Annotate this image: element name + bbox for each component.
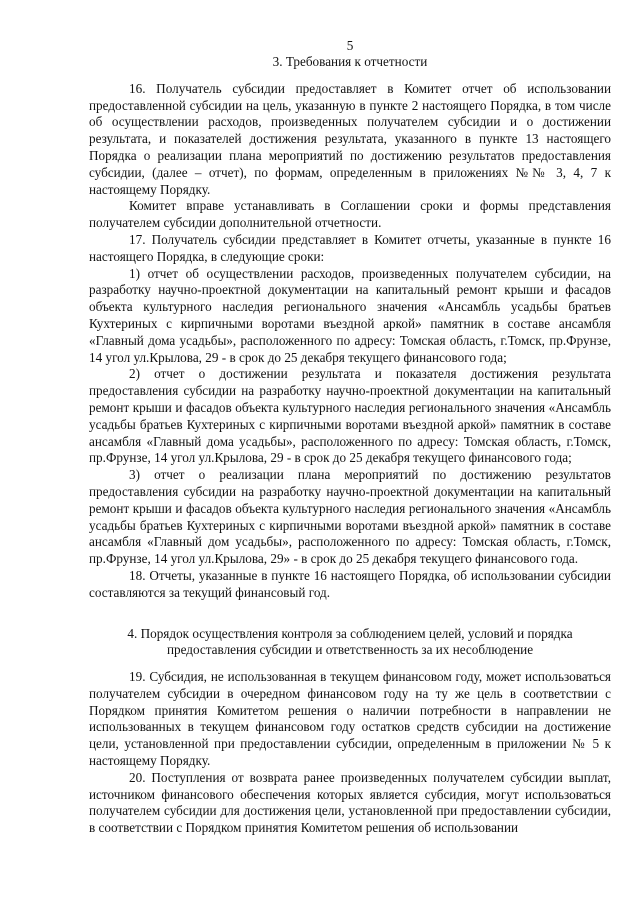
paragraph-18: 18. Отчеты, указанные в пункте 16 настоящего Порядка, об использовании субсидии составляются за текущий финансовый год. <box>89 567 611 600</box>
section-4-heading-line-1: 4. Порядок осуществления контроля за соблюдением целей, условий и порядка <box>127 625 573 641</box>
paragraph-17-item-2: 2) отчет о достижении результата и показателя достижения результата предоставления субсидии на разработку научно-проектной документации на капитальный ремонт крыши и фасадов объекта культурного наследия регионального значения «Ансамбль усадьбы братьев Кухтериных с кирпичными воротами въездной аркой» памятник в составе ансамбля «Главный дома усадьбы», расположенного по адресу: Томская область, г.Томск, пр.Фрунзе, 14 угол ул.Крылова, 29 - в срок до 25 декабря текущего финансового года; <box>89 366 611 466</box>
page-number: 5 <box>346 38 354 53</box>
paragraph-17: 17. Получатель субсидии представляет в Комитет отчеты, указанные в пункте 16 настоящего Порядка, в следующие сроки: <box>89 231 611 264</box>
section-4-heading <box>89 626 611 660</box>
section-4-heading-line-2: предоставления субсидии и ответственность за их несоблюдение <box>166 642 534 658</box>
paragraph-16: 16. Получатель субсидии предоставляет в Комитет отчет об использовании предоставленной субсидии на цель, указанную в пункте 2 настоящего Порядка, в том числе об осуществлении расходов, произведенных получателем субсидии и о достижении результата, и показателей достижения результата, указанного в пункте 13 настоящего Порядка о реализации плана мероприятий по достижению результатов предоставления субсидии, (далее – отчет), по формам, определенным в приложениях №№ 3, 4, 7 к настоящему Порядку. <box>89 80 611 197</box>
paragraph-16-addendum: Комитет вправе устанавливать в Соглашении сроки и формы представления получателем субсидии дополнительной отчетности. <box>89 198 611 231</box>
section-3-heading: 3. Требования к отчетности <box>272 54 428 69</box>
section-3 <box>89 54 611 602</box>
paragraph-17-item-1: 1) отчет об осуществлении расходов, произведенных получателем субсидии, на разработку научно-проектной документации на капитальный ремонт крыши и фасадов объекта культурного наследия регионального значения «Ансамбль усадьбы братьев Кухтериных с кирпичными воротами въездной аркой» памятник в составе ансамбля «Главный дома усадьбы», расположенного по адресу: Томская область, г.Томск, пр.Фрунзе, 14 угол ул.Крылова, 29 - в срок до 25 декабря текущего финансового года; <box>89 265 611 365</box>
paragraph-19: 19. Субсидия, не использованная в текущем финансовом году, может использоваться получателем субсидии в очередном финансовом году на ту же цель в соответствии с Порядком принятия Комитетом решения о наличии потребности в направлении не использованных в текущем финансовом году остатков средств субсидии на достижение цели, установленной при предоставлении субсидии, определенным в приложении № 5 к настоящему Порядку. <box>89 669 611 769</box>
paragraph-17-item-3: 3) отчет о реализации плана мероприятий по достижению результатов предоставления субсидии на разработку научно-проектной документации на капитальный ремонт крыши и фасадов объекта культурного наследия регионального значения «Ансамбль усадьбы братьев Кухтериных с кирпичными воротами въездной аркой» памятник в составе ансамбля «Главный дом усадьбы», расположенного по адресу: Томская область, г.Томск, пр.Фрунзе, 14 угол ул.Крылова, 29» - в срок до 25 декабря текущего финансового года. <box>89 467 611 567</box>
section-4 <box>89 626 611 838</box>
document-page <box>89 38 611 837</box>
paragraph-20: 20. Поступления от возврата ранее произведенных получателем субсидии выплат, источником финансового обеспечения которых является субсидия, могут использоваться получателем субсидии для достижения цели, установленной при предоставлении субсидии, в соответствии с Порядком принятия Комитетом решения об использовании <box>89 769 611 836</box>
